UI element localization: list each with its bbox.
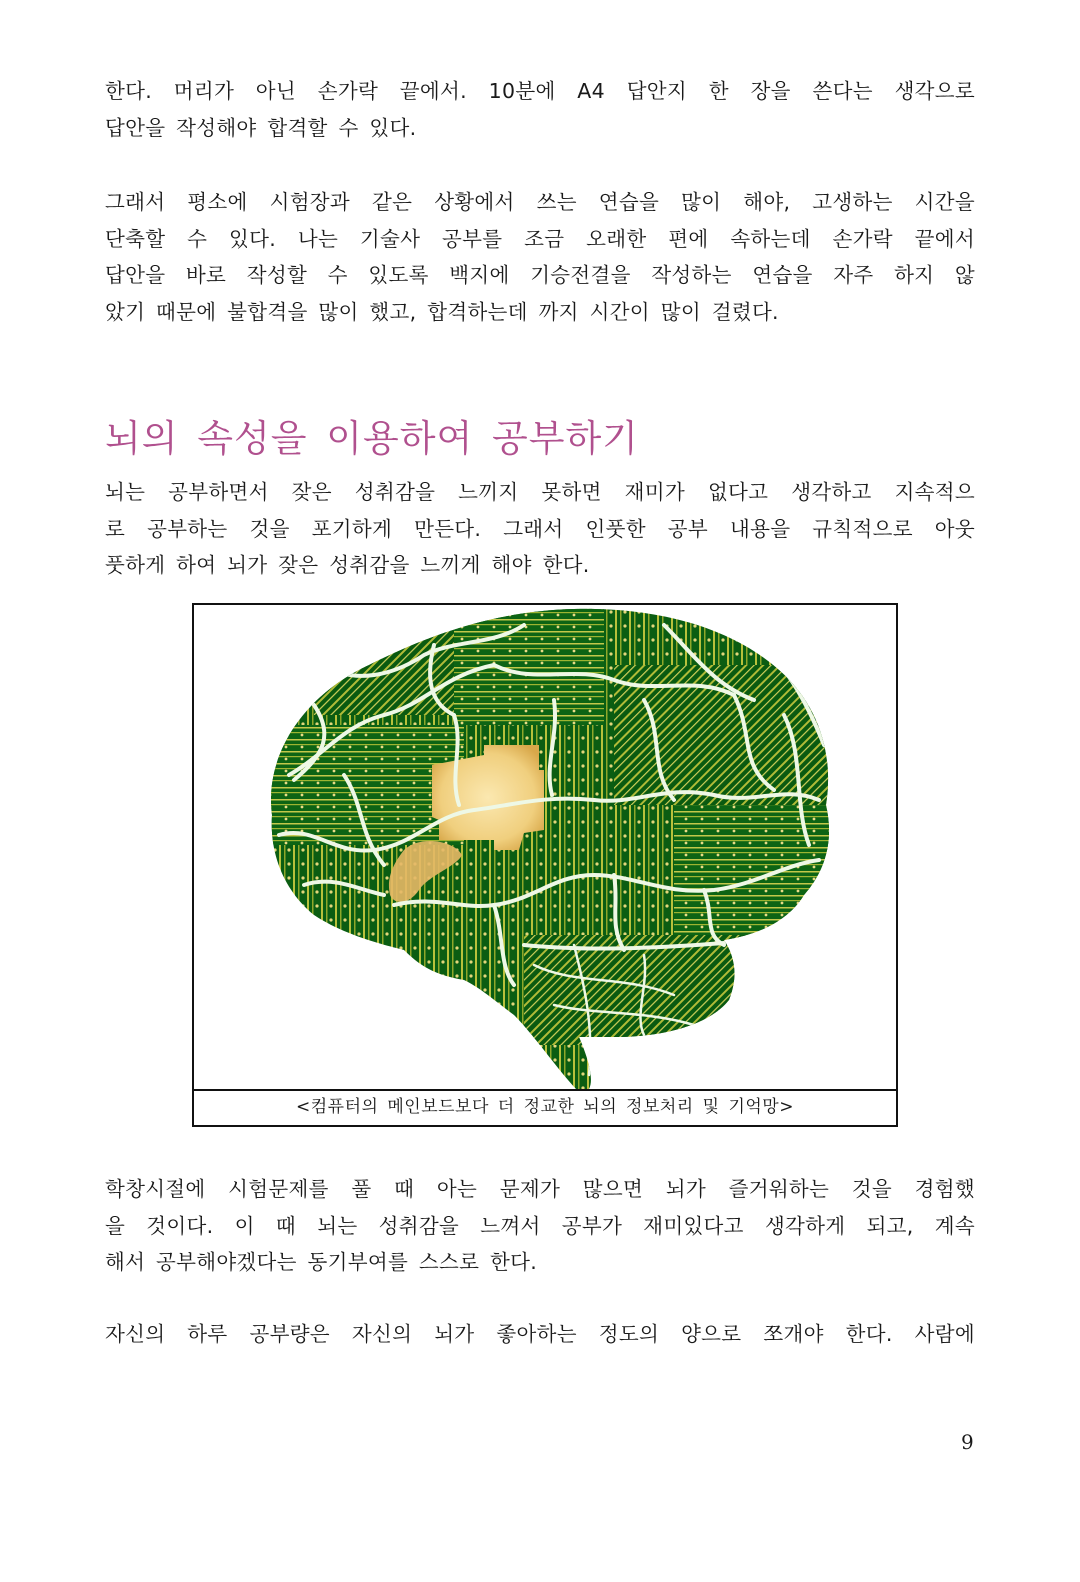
page-number: 9 — [961, 1430, 974, 1454]
paragraph-daily-study — [105, 1316, 975, 1353]
paragraph-answer-writing — [105, 73, 975, 146]
text-line: 그래서 평소에 시험장과 같은 상황에서 쓰는 연습을 많이 해야, 고생하는 시간을 — [105, 190, 975, 214]
text-line: 답안을 작성해야 합격할 수 있다. — [105, 115, 417, 140]
text-line: 학창시절에 시험문제를 풀 때 아는 문제가 많으면 뇌가 즐거워하는 것을 경험했 — [105, 1177, 975, 1201]
text-line: 뇌는 공부하면서 잦은 성취감을 느끼지 못하면 재미가 없다고 생각하고 지속적으 — [105, 480, 975, 504]
text-line: 자신의 하루 공부량은 자신의 뇌가 좋아하는 정도의 양으로 쪼개야 한다. 사람에 — [105, 1322, 975, 1346]
text-line: 답안을 바로 작성할 수 있도록 백지에 기승전결을 작성하는 연습을 자주 하지 않 — [105, 263, 975, 288]
brain-circuit-image — [194, 605, 896, 1093]
text-line: 로 공부하는 것을 포기하게 만든다. 그래서 인풋한 공부 내용을 규칙적으로 아웃 — [105, 516, 975, 541]
text-line: 았기 때문에 불합격을 많이 했고, 합격하는데 까지 시간이 많이 걸렸다. — [105, 300, 779, 325]
paragraph-brain-achievement — [105, 474, 975, 584]
paragraph-practice — [105, 184, 975, 331]
text-line: 한다. 머리가 아닌 손가락 끝에서. 10분에 A4 답안지 한 장을 쓴다는 생각으로 — [105, 79, 975, 103]
text-line: 단축할 수 있다. 나는 기술사 공부를 조금 오래한 편에 속하는데 손가락 끝에서 — [105, 226, 975, 251]
figure-brain — [192, 603, 898, 1127]
text-line: 해서 공부해야겠다는 동기부여를 스스로 한다. — [105, 1250, 538, 1275]
text-line: 풋하게 하여 뇌가 잦은 성취감을 느끼게 해야 한다. — [105, 553, 590, 578]
section-heading: 뇌의 속성을 이용하여 공부하기 — [105, 417, 639, 460]
figure-caption: <컴퓨터의 메인보드보다 더 정교한 뇌의 정보처리 및 기억망> — [194, 1089, 896, 1125]
paragraph-school-memory — [105, 1171, 975, 1281]
text-line: 을 것이다. 이 때 뇌는 성취감을 느껴서 공부가 재미있다고 생각하게 되고, 계속 — [105, 1213, 975, 1238]
brain-circuit-illustration — [194, 605, 896, 1091]
